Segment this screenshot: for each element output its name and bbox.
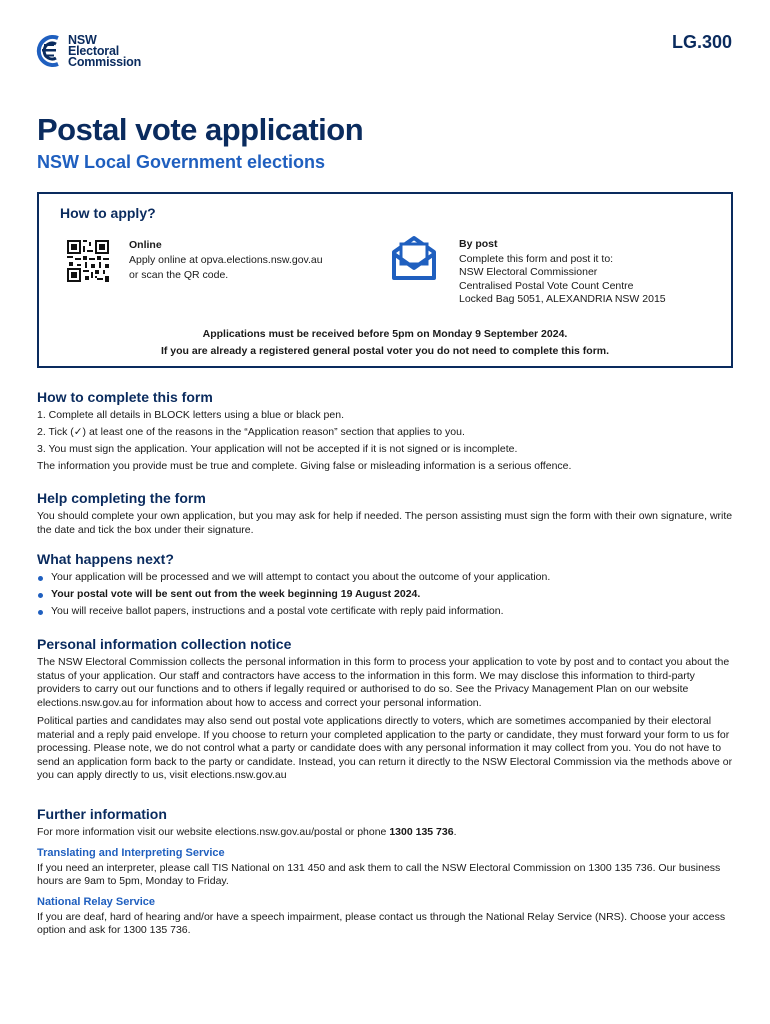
nsw-electoral-commission-logo	[36, 32, 141, 70]
next-steps-list	[37, 571, 737, 619]
post-line-2: NSW Electoral Commissioner	[459, 266, 598, 278]
what-happens-next-heading: What happens next?	[37, 551, 174, 567]
help-text: You should complete your own application, but you may ask for help if needed. The person assisting must sign the form with their own signature, write the date and tick the box under their signature.	[37, 510, 733, 536]
form-code: LG.300	[671, 32, 732, 52]
privacy-paragraph-2: Political parties and candidates may also send out postal vote applications directly to voters, which are sometimes accompanied by their electoral material and a reply paid envelope. If you choose to return your completed application to the party or candidate, they must forward your form to us for processing. Please note, we do not control what a party or candidate does with any personal information it may collect from you. You do not have to send an application form back to the party or candidate. Instead, you can return it directly to the NSW Electoral Commission via the methods above or you can apply directly to us, visit elections.nsw.gov.au	[37, 715, 733, 781]
logo-line-2: Electoral	[68, 43, 120, 58]
tis-heading: Translating and Interpreting Service	[37, 846, 225, 859]
how-to-apply-heading: How to apply?	[60, 205, 156, 221]
tis-text: If you need an interpreter, please call TIS National on 131 450 and ask them to call the NSW Electoral Commission on 1300 135 736. Our business hours are 9am to 5pm, Monday to Friday.	[37, 861, 721, 887]
list-item: You will receive ballot papers, instructions and a postal vote certificate with reply paid information.	[37, 605, 737, 619]
help-section	[37, 490, 737, 537]
privacy-notice-section	[37, 636, 737, 783]
page-subtitle: NSW Local Government elections	[37, 152, 326, 172]
step-item: 2. Tick (✓) at least one of the reasons in the “Application reason” section that applies to you.	[37, 426, 465, 438]
logo-line-1: NSW	[68, 32, 97, 47]
online-line-2: or scan the QR code.	[129, 269, 229, 281]
further-information-section	[37, 806, 737, 938]
nrs-text: If you are deaf, hard of hearing and/or have a speech impairment, please contact us through the National Relay Service (NRS). Choose your access option and ask for 1300 135 736.	[37, 910, 726, 936]
further-info-text	[37, 826, 737, 840]
privacy-heading: Personal information collection notice	[37, 636, 292, 652]
how-to-complete-section	[37, 389, 737, 474]
how-to-apply-box	[37, 192, 733, 368]
online-line-1[interactable]: Apply online at opva.elections.nsw.gov.au	[129, 254, 323, 266]
page-title: Postal vote application	[37, 112, 364, 147]
nrs-heading: National Relay Service	[37, 895, 156, 908]
apply-by-post-block	[459, 238, 666, 307]
further-info-intro-end: .	[453, 826, 457, 838]
step-item: 1. Complete all details in BLOCK letters using a blue or black pen.	[37, 409, 344, 421]
list-item: Your postal vote will be sent out from the week beginning 19 August 2024.	[37, 588, 737, 602]
phone-number[interactable]: 1300 135 736	[389, 826, 454, 838]
mail-icon	[390, 234, 438, 282]
what-happens-next-section	[37, 551, 737, 622]
help-heading: Help completing the form	[37, 490, 206, 506]
deadline-notice	[39, 326, 731, 360]
logo-mark-icon	[36, 32, 64, 70]
truthfulness-note: The information you provide must be true and complete. Giving false or misleading information is a serious offence.	[37, 460, 572, 472]
privacy-paragraph-1: The NSW Electoral Commission collects the personal information in this form to process your application to vote by post and to contact you about the status of your application. Our staff and contractors have access to the information in this form. We may disclose this information to third-party providers to carry out our functions and to others if legally required or authorised to do so. See the Privacy Management Plan on our website elections.nsw.gov.au for information about how to access and correct your personal information.	[37, 656, 730, 709]
apply-online-block	[129, 238, 323, 283]
deadline-line-2: If you are already a registered general postal voter you do not need to complete this form.	[160, 345, 610, 357]
post-line-1: Complete this form and post it to:	[459, 252, 614, 265]
post-line-3: Centralised Postal Vote Count Centre	[459, 279, 634, 292]
logo-line-3: Commission	[68, 54, 142, 69]
step-item: 3. You must sign the application. Your application will not be accepted if it is not signed or is incomplete.	[37, 443, 518, 455]
deadline-line-1: Applications must be received before 5pm on Monday 9 September 2024.	[202, 328, 568, 340]
how-to-complete-heading: How to complete this form	[37, 389, 213, 405]
qr-code-icon[interactable]	[67, 240, 109, 282]
list-item: Your application will be processed and we will attempt to contact you about the outcome of your application.	[37, 571, 737, 585]
steps-list	[37, 409, 737, 457]
further-info-heading: Further information	[37, 806, 167, 822]
online-title: Online	[129, 239, 162, 251]
further-info-intro: For more information visit our website elections.nsw.gov.au/postal or phone	[37, 826, 390, 838]
post-title: By post	[459, 238, 498, 250]
post-line-4: Locked Bag 5051, ALEXANDRIA NSW 2015	[459, 293, 666, 305]
